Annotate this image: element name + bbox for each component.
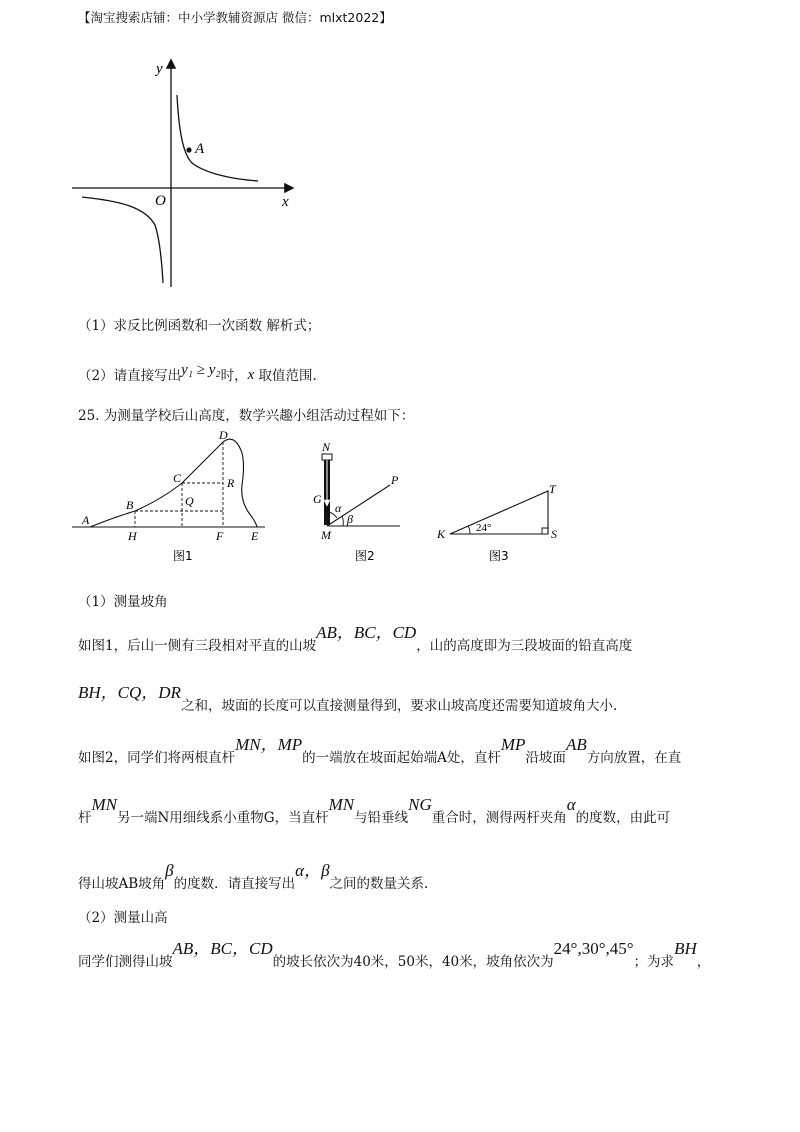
fig3-label-s: S <box>551 527 557 541</box>
figure-3 <box>432 478 572 570</box>
slope-ab <box>90 511 135 527</box>
hyperbola-branch-1 <box>177 95 258 181</box>
origin-label: O <box>155 193 166 209</box>
slope-bc <box>135 483 182 511</box>
fig3-label-t: T <box>549 482 556 496</box>
l4-text-b: 另一端N用细线系小重物G，当直杆 <box>117 810 329 826</box>
q24-part2-suffix: 取值范围. <box>254 368 317 384</box>
point-a-label: A <box>195 141 205 157</box>
l3-text-a: 如图2，同学们将两根直杆 <box>78 750 236 766</box>
q25-intro: 25. 为测量学校后山高度，数学兴趣小组活动过程如下： <box>78 408 415 424</box>
l3-math-rods: MN，MP <box>235 735 303 754</box>
slope-cd <box>182 442 223 483</box>
q24-part1: （1）求反比例函数和一次函数 解析式； <box>78 318 321 334</box>
l5-math-beta: β <box>165 861 174 880</box>
fig1-label-r: R <box>227 476 235 490</box>
l6-math-bh: BH <box>674 939 697 958</box>
l2-math-heights: BH，CQ，DR <box>78 683 181 702</box>
paragraph-line-1 <box>78 618 633 654</box>
rod-top-clip <box>322 454 332 460</box>
fig2-label-beta: β <box>347 512 353 526</box>
fig1-caption: 图1 <box>173 549 193 563</box>
paragraph-line-4 <box>78 794 671 826</box>
l2-text-a: 之和，坡面的长度可以直接测量得到，要求山坡高度还需要知道坡角大小. <box>180 698 618 714</box>
l4-math-alpha: α <box>566 795 576 814</box>
l5-text-c: 之间的数量关系. <box>329 876 429 892</box>
l4-text-e: 的度数，由此可 <box>575 810 671 826</box>
fig2-label-p: P <box>391 473 399 487</box>
sub1-title: （1）测量坡角 <box>78 594 168 610</box>
angle-k-arc <box>468 526 470 534</box>
paragraph-line-6 <box>78 934 711 970</box>
l4-text-a: 杆 <box>78 810 92 826</box>
l3-text-d: 方向放置，在直 <box>586 750 682 766</box>
fig2-label-g: G <box>313 492 322 506</box>
fig1-label-d: D <box>219 428 228 442</box>
paragraph-line-5 <box>78 856 429 892</box>
l4-text-c: 与铅垂线 <box>354 810 409 826</box>
l6-math-angles: 24°,30°,45° <box>553 939 634 958</box>
l1-text-b: ，山的高度即为三段坡面的铅直高度 <box>416 638 633 654</box>
q24-part2-var: x <box>247 367 255 383</box>
fig2-label-m: M <box>321 528 331 542</box>
point-a <box>186 147 191 152</box>
y-axis-label: y <box>156 61 163 77</box>
fig3-caption: 图3 <box>489 549 509 563</box>
fig1-label-b: B <box>126 498 134 512</box>
sub2-title: （2）测量山高 <box>78 910 168 926</box>
right-angle-mark <box>542 528 548 534</box>
fig2-label-n: N <box>322 440 331 454</box>
paragraph-line-3 <box>78 730 682 766</box>
fig3-label-k: K <box>437 527 446 541</box>
triangle-kst <box>450 491 548 534</box>
q24-part2-prefix: （2）请直接写出 <box>78 368 182 384</box>
figure-1 <box>70 425 275 570</box>
l4-math-mn: MN <box>91 795 117 814</box>
fig3-angle-label: 24° <box>476 522 492 534</box>
l5-text-b: 的度数．请直接写出 <box>173 876 296 892</box>
q24-part2-math: y₁ ≥ y₂ <box>181 362 221 378</box>
l6-text-c: ；为求 <box>633 954 675 970</box>
l6-text-d: ， <box>696 954 711 970</box>
angle-beta-arc <box>342 516 343 526</box>
fig1-label-f: F <box>216 529 224 543</box>
hyperbola-graph <box>60 55 310 295</box>
hyperbola-branch-3 <box>82 197 163 283</box>
fig1-label-h: H <box>128 529 137 543</box>
q24-part2-mid: 时， <box>220 368 248 384</box>
l4-math-mn-2: MN <box>328 795 355 814</box>
l1-text-a: 如图1，后山一侧有三段相对平直的山坡 <box>78 638 317 654</box>
l4-math-ng: NG <box>408 795 432 814</box>
paragraph-line-2 <box>78 678 618 714</box>
page-header: 【淘宝搜索店铺：中小学教辅资源店 微信：mlxt2022】 <box>78 10 392 25</box>
fig2-label-alpha: α <box>335 501 342 515</box>
fig1-label-a: A <box>82 513 90 527</box>
l1-math-slopes: AB，BC，CD <box>316 623 417 642</box>
l5-math-alpha-beta: α，β <box>295 861 330 880</box>
l6-math-slopes: AB，BC，CD <box>172 939 273 958</box>
l6-text-a: 同学们测得山坡 <box>78 954 173 970</box>
l5-text-a: 得山坡AB坡角 <box>78 876 166 892</box>
figure-2 <box>305 440 415 570</box>
l3-math-ab: AB <box>565 735 587 754</box>
x-axis-label: x <box>282 194 289 210</box>
fig1-label-c: C <box>173 471 182 485</box>
l6-text-b: 的坡长依次为40米，50米，40米，坡角依次为 <box>272 954 554 970</box>
fig2-caption: 图2 <box>355 549 375 563</box>
l3-text-b: 的一端放在坡面起始端A处，直杆 <box>302 750 501 766</box>
fig1-label-q: Q <box>185 494 194 508</box>
fig1-label-e: E <box>251 529 259 543</box>
q24-part2 <box>78 358 317 384</box>
l4-text-d: 重合时，测得两杆夹角 <box>431 810 567 826</box>
l3-math-mp: MP <box>500 735 526 754</box>
l3-text-c: 沿坡面 <box>525 750 566 766</box>
